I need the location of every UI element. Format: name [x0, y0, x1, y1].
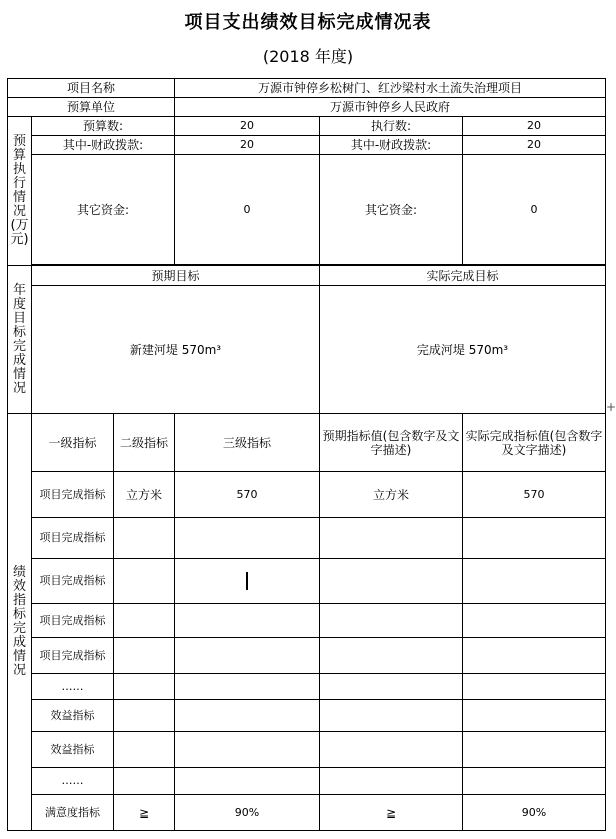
- expected-cell[interactable]: [320, 768, 463, 795]
- level1-cell: 项目完成指标: [32, 604, 114, 638]
- plus-icon[interactable]: +: [605, 400, 616, 414]
- table-row: [8, 795, 606, 831]
- level2-cell[interactable]: [114, 768, 175, 795]
- actual-cell[interactable]: [463, 674, 606, 700]
- expected-cell[interactable]: 立方米: [320, 472, 463, 518]
- level1-cell: 项目完成指标: [32, 472, 114, 518]
- level1-cell: ……: [32, 674, 114, 700]
- expected-cell[interactable]: [320, 674, 463, 700]
- expected-cell[interactable]: [320, 604, 463, 638]
- table-row: [8, 559, 606, 604]
- level3-cell[interactable]: [175, 768, 320, 795]
- fiscal-executed-value[interactable]: 20: [463, 136, 606, 155]
- level1-cell: 效益指标: [32, 700, 114, 732]
- header-level2: 二级指标: [114, 414, 175, 472]
- expected-goal-text[interactable]: 新建河堤 570m³: [32, 286, 320, 414]
- fiscal-budget-label: 其中-财政拨款:: [32, 136, 175, 155]
- table-row: [8, 700, 606, 732]
- other-funds-executed-label: 其它资金:: [320, 155, 463, 265]
- annual-side-label: 年度目标完成情况: [8, 266, 32, 414]
- header-level3: 三级指标: [175, 414, 320, 472]
- fiscal-executed-label: 其中-财政拨款:: [320, 136, 463, 155]
- table-row: [8, 638, 606, 674]
- expected-cell[interactable]: ≧: [320, 795, 463, 831]
- budget-amount-label: 预算数:: [32, 117, 175, 136]
- table-row: [8, 604, 606, 638]
- actual-goal-text[interactable]: 完成河堤 570m³: [320, 286, 606, 414]
- actual-cell[interactable]: 90%: [463, 795, 606, 831]
- level2-cell[interactable]: ≧: [114, 795, 175, 831]
- table-row: [8, 518, 606, 559]
- other-funds-budget-label: 其它资金:: [32, 155, 175, 265]
- level3-cell[interactable]: [175, 604, 320, 638]
- actual-goal-header: 实际完成目标: [320, 266, 606, 286]
- other-funds-budget-value[interactable]: 0: [175, 155, 320, 265]
- performance-side-label: 绩效指标完成情况: [8, 414, 32, 831]
- level2-cell[interactable]: [114, 559, 175, 604]
- other-funds-executed-value[interactable]: 0: [463, 155, 606, 265]
- budget-side-label: 预算执行情况(万元): [8, 117, 32, 266]
- level2-cell[interactable]: [114, 518, 175, 559]
- actual-cell[interactable]: 570: [463, 472, 606, 518]
- level3-cell[interactable]: [175, 638, 320, 674]
- table-row: [8, 732, 606, 768]
- level3-cell-active[interactable]: [175, 559, 320, 604]
- actual-cell[interactable]: [463, 700, 606, 732]
- level3-cell[interactable]: [175, 732, 320, 768]
- expected-goal-header: 预期目标: [32, 266, 320, 286]
- table-row: [8, 768, 606, 795]
- expected-cell[interactable]: [320, 700, 463, 732]
- budget-amount-value[interactable]: 20: [175, 117, 320, 136]
- fiscal-budget-value[interactable]: 20: [175, 136, 320, 155]
- level3-cell[interactable]: 90%: [175, 795, 320, 831]
- header-expected-value: 预期指标值(包含数字及文字描述): [320, 414, 463, 472]
- budget-unit-label: 预算单位: [8, 98, 175, 117]
- header-level1: 一级指标: [32, 414, 114, 472]
- level2-cell[interactable]: [114, 638, 175, 674]
- expected-cell[interactable]: [320, 518, 463, 559]
- actual-cell[interactable]: [463, 604, 606, 638]
- header-actual-value: 实际完成指标值(包含数字及文字描述): [463, 414, 606, 472]
- project-name-label: 项目名称: [8, 79, 175, 98]
- expected-cell[interactable]: [320, 559, 463, 604]
- actual-cell[interactable]: [463, 518, 606, 559]
- level1-cell: 效益指标: [32, 732, 114, 768]
- level1-cell: 项目完成指标: [32, 518, 114, 559]
- table-row: [8, 472, 606, 518]
- actual-cell[interactable]: [463, 559, 606, 604]
- actual-cell[interactable]: [463, 638, 606, 674]
- actual-cell[interactable]: [463, 768, 606, 795]
- expected-cell[interactable]: [320, 638, 463, 674]
- level1-cell: ……: [32, 768, 114, 795]
- level2-cell[interactable]: 立方米: [114, 472, 175, 518]
- level3-cell[interactable]: [175, 700, 320, 732]
- level1-cell: 项目完成指标: [32, 559, 114, 604]
- executed-amount-label: 执行数:: [320, 117, 463, 136]
- actual-cell[interactable]: [463, 732, 606, 768]
- level3-cell[interactable]: 570: [175, 472, 320, 518]
- level3-cell[interactable]: [175, 674, 320, 700]
- page-title: 项目支出绩效目标完成情况表: [184, 12, 432, 33]
- level2-cell[interactable]: [114, 700, 175, 732]
- level2-cell[interactable]: [114, 604, 175, 638]
- text-cursor: [246, 572, 248, 590]
- executed-amount-value[interactable]: 20: [463, 117, 606, 136]
- table-row: [8, 674, 606, 700]
- level1-cell: 项目完成指标: [32, 638, 114, 674]
- expected-cell[interactable]: [320, 732, 463, 768]
- level2-cell[interactable]: [114, 674, 175, 700]
- level1-cell: 满意度指标: [32, 795, 114, 831]
- budget-unit-value[interactable]: 万源市钟停乡人民政府: [175, 98, 606, 117]
- year-subtitle: (2018 年度): [262, 47, 354, 66]
- project-name-value[interactable]: 万源市钟停乡松树门、红沙梁村水土流失治理项目: [175, 79, 606, 98]
- level3-cell[interactable]: [175, 518, 320, 559]
- performance-table: [7, 78, 606, 831]
- level2-cell[interactable]: [114, 732, 175, 768]
